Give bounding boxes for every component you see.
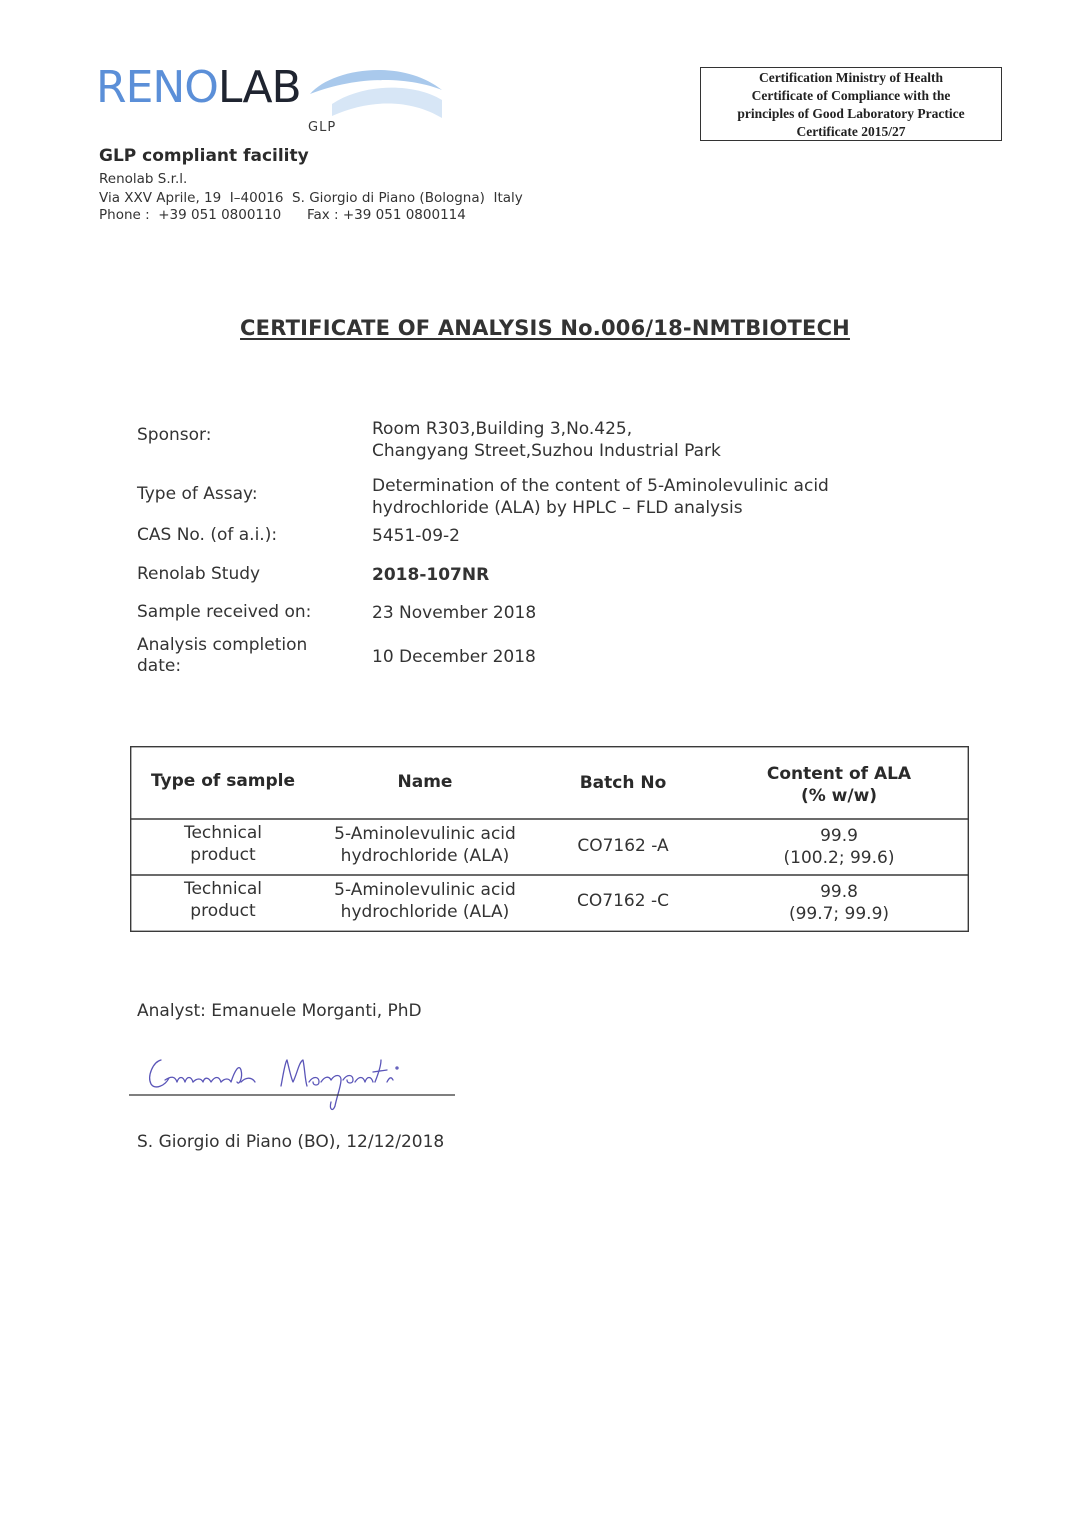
header-content-1: Content of ALA [766, 764, 912, 784]
renolab-logo [96, 60, 358, 144]
row-type-line: Technical [183, 879, 263, 899]
row-name-line: hydrochloride (ALA) [340, 902, 510, 922]
table-row [130, 822, 316, 866]
row-name-line: 5-Aminolevulinic acid [334, 880, 516, 900]
place-date: S. Giorgio di Piano (BO), 12/12/2018 [137, 1132, 445, 1152]
logo-arc-icon [292, 60, 452, 120]
cas-value: 5451-09-2 [372, 526, 460, 546]
assay-line-1: Determination of the content of 5-Aminolevulinic acid [372, 476, 829, 496]
company-address: Via XXV Aprile, 19 I–40016 S. Giorgio di Piano (Bologna) Italy [99, 190, 523, 206]
sponsor-line-2: Changyang Street,Suzhou Industrial Park [372, 441, 721, 461]
sponsor-line-1: Room R303,Building 3,No.425, [372, 419, 633, 439]
handwritten-signature [125, 1046, 465, 1116]
certification-line: Certification Ministry of Health [758, 70, 944, 85]
header-content-2: (% w/w) [800, 786, 878, 806]
cas-label: CAS No. (of a.i.): [137, 525, 278, 545]
row-content-range: (100.2; 99.6) [783, 848, 895, 868]
received-label: Sample received on: [137, 602, 312, 622]
header-name: Name [397, 772, 453, 792]
row-type-line: product [190, 845, 256, 865]
row-name-line: 5-Aminolevulinic acid [334, 824, 516, 844]
table-row [130, 878, 316, 922]
study-label: Renolab Study [137, 564, 261, 584]
row-batch: CO7162 -A [577, 836, 669, 856]
logo-wordmark: RENOLAB [96, 62, 301, 113]
logo-glp: GLP [308, 120, 337, 135]
completion-label-2: date: [137, 656, 182, 676]
company-name: Renolab S.r.l. [99, 171, 188, 187]
row-type-line: product [190, 901, 256, 921]
row-name [320, 823, 530, 867]
analyst-line: Analyst: Emanuele Morganti, PhD [137, 1001, 422, 1021]
company-phone-fax: Phone : +39 051 0800110 Fax : +39 051 0800114 [99, 207, 466, 223]
header-batch: Batch No [579, 773, 667, 793]
facility-label: GLP compliant facility [99, 146, 309, 166]
row-content-value: 99.8 [820, 882, 858, 902]
header-type: Type of sample [150, 771, 296, 791]
row-content-value: 99.9 [820, 826, 858, 846]
assay-label: Type of Assay: [137, 484, 258, 504]
assay-line-2: hydrochloride (ALA) by HPLC – FLD analysis [372, 498, 743, 518]
row-content [740, 825, 938, 869]
results-table [130, 746, 969, 932]
row-name [320, 879, 530, 923]
row-content [740, 881, 938, 925]
certification-box [700, 67, 1002, 141]
certification-line: Certificate of Compliance with the [751, 88, 951, 103]
row-batch: CO7162 -C [577, 891, 669, 911]
received-value: 23 November 2018 [372, 603, 537, 623]
row-name-line: hydrochloride (ALA) [340, 846, 510, 866]
certification-line: principles of Good Laboratory Practice [737, 106, 965, 121]
completion-value: 10 December 2018 [372, 647, 536, 667]
sponsor-label: Sponsor: [137, 425, 212, 445]
document-title: CERTIFICATE OF ANALYSIS No.006/18-NMTBIOTECH [240, 316, 850, 340]
row-content-range: (99.7; 99.9) [788, 904, 890, 924]
row-type-line: Technical [183, 823, 263, 843]
study-value: 2018-107NR [372, 565, 490, 585]
certification-line: Certificate 2015/27 [796, 124, 906, 139]
completion-label-1: Analysis completion [137, 635, 308, 655]
